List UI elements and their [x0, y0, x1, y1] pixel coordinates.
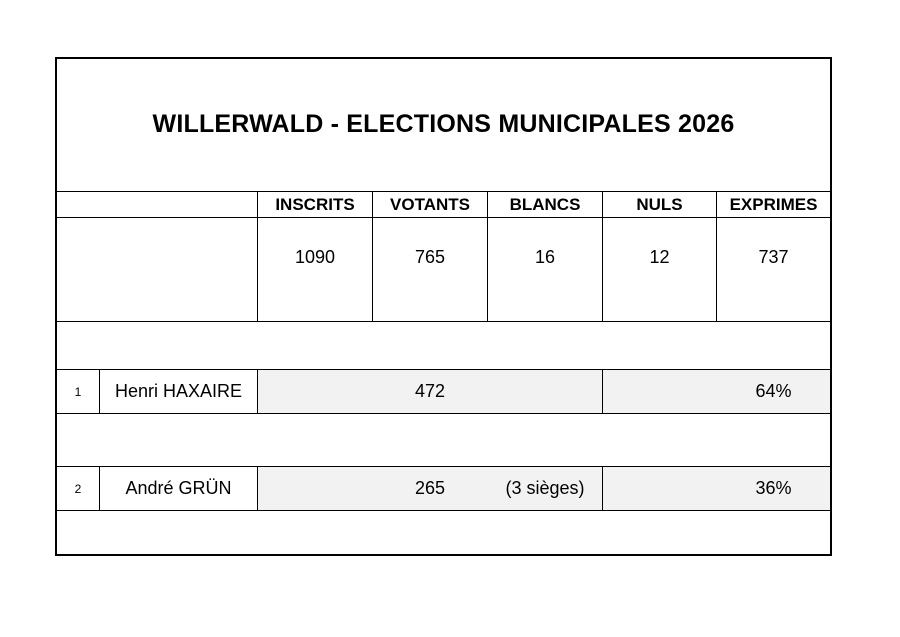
rule-under-values — [56, 321, 831, 322]
header-nuls: NULS — [636, 194, 683, 214]
candidate-1-seats — [488, 370, 602, 413]
value-inscrits: 1090 — [294, 246, 336, 267]
value-nuls: 12 — [649, 246, 670, 267]
candidate-1-divider-name — [257, 369, 258, 414]
candidate-2-seats: (3 sièges) — [505, 478, 585, 498]
value-votants: 765 — [414, 246, 446, 267]
candidate-1-name: Henri HAXAIRE — [114, 381, 243, 401]
candidate-1-divider-votes — [602, 369, 603, 414]
value-blancs: 16 — [534, 246, 556, 267]
rule-under-candidate-1 — [56, 413, 831, 414]
rule-under-headers — [56, 217, 831, 218]
candidate-2-name: André GRÜN — [125, 478, 232, 498]
header-inscrits: INSCRITS — [275, 194, 355, 214]
header-votants: VOTANTS — [390, 194, 470, 214]
rule-under-candidate-2 — [56, 510, 831, 511]
candidate-1-percent: 64% — [755, 381, 792, 401]
header-blancs: BLANCS — [509, 194, 581, 214]
candidate-2-rank: 2 — [74, 481, 82, 496]
page-title: WILLERWALD - ELECTIONS MUNICIPALES 2026 — [152, 109, 735, 138]
candidate-2-percent: 36% — [755, 478, 792, 498]
candidate-1-rank: 1 — [74, 384, 82, 399]
candidate-2-divider-votes — [602, 466, 603, 511]
candidate-2-divider-name — [257, 466, 258, 511]
candidate-1-votes: 472 — [414, 381, 446, 401]
header-exprimes: EXPRIMES — [729, 194, 818, 214]
value-exprimes: 737 — [758, 246, 789, 267]
candidate-2-votes: 265 — [414, 478, 446, 498]
